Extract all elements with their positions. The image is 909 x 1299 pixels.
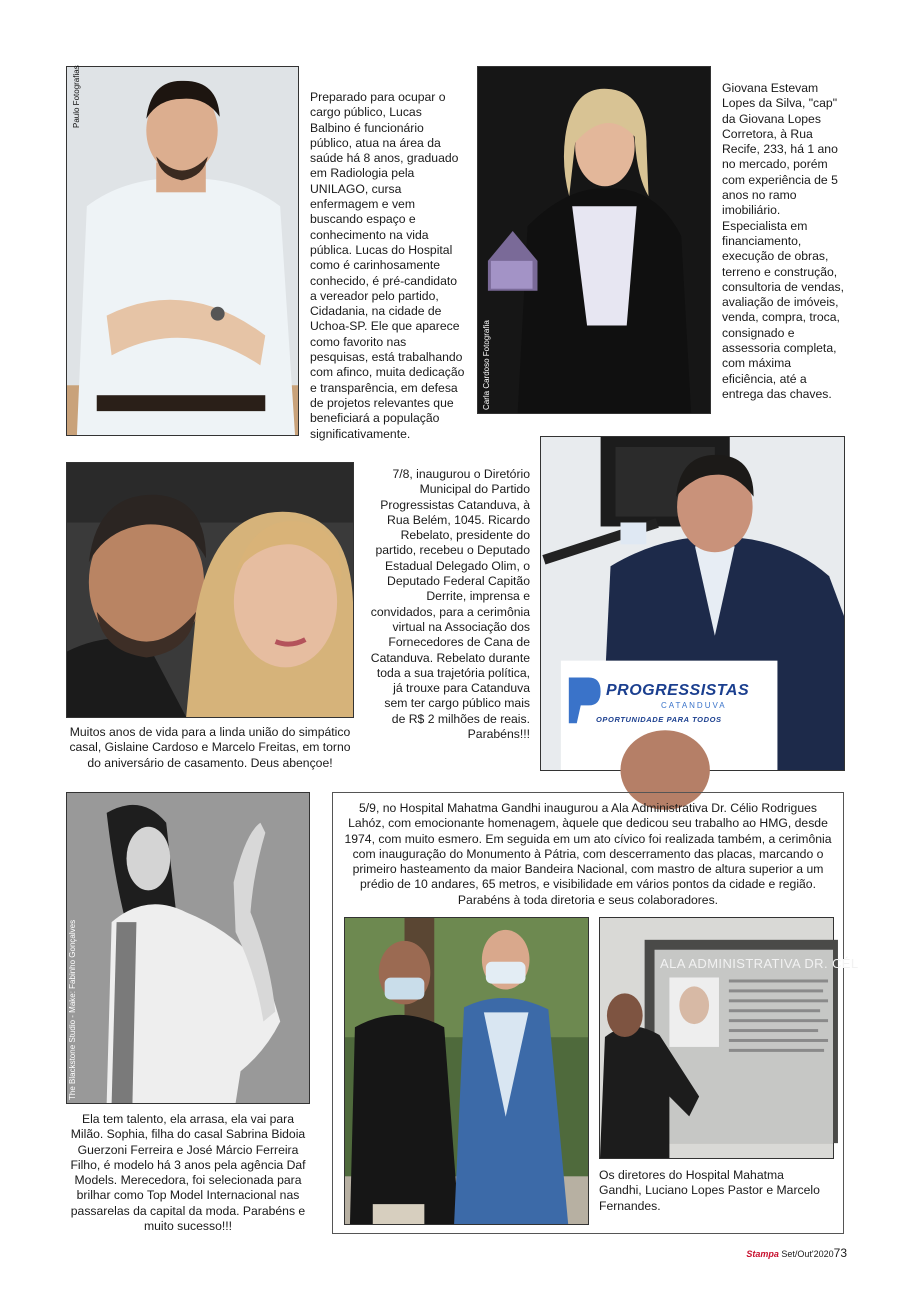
plaque-title: ALA ADMINISTRATIVA DR. CÉL — [660, 956, 859, 971]
giovana-text: Giovana Estevam Lopes da Silva, "cap" da Giovana Lopes Corretora, à Rua Recife, 233, há 1 ano no mercado, porém com experiência de 5 anos no ramo imobiliário. Especialista em financiamento, execução de obras, terreno e construção, consultoria de vendas, avaliação de imóveis, venda, compra, troca, consignado e assessoria completa, com máxima eficiência, até a entrega das chaves. — [722, 81, 844, 401]
progressistas-banner-title: PROGRESSISTAS — [606, 682, 750, 699]
magazine-brand: Stampa — [746, 1249, 779, 1259]
hospital-box — [332, 792, 859, 1234]
page-footer — [746, 1246, 847, 1260]
hospital-directors-photo — [344, 917, 589, 1225]
lucas-text: Preparado para ocupar o cargo público, Lucas Balbino é funcionário público, atua na área da saúde há 8 anos, graduado em Radiologia pela UNILAGO, cursa enfermagem e vem buscando espaço e conhecimento na vida pública. Lucas do Hospital como é carinhosamente conhecido, é pré-candidato a vereador pelo partido, Cidadania, na cidade de Uchoa-SP. Ele que aparece como favorito nas pesquisas, está trabalhando com afinco, muita dedicação e transparência, em defesa de projetos relevantes que beneficiará a população significativamente. — [310, 90, 465, 441]
couple-caption: Muitos anos de vida para a linda união do simpático casal, Gislaine Cardoso e Marcelo Freitas, em torno do aniversário de casamento. Deus abençoe! — [69, 725, 351, 770]
hospital-plaque-photo — [599, 917, 859, 1159]
couple-photo — [66, 462, 354, 718]
progressistas-banner-slogan: OPORTUNIDADE PARA TODOS — [596, 715, 722, 724]
photo-credit: Paulo Fotografias — [72, 65, 81, 128]
photo-credit: The Blackstone Studio - Make: Fabinho Gonçalves — [68, 919, 77, 1100]
model-caption: Ela tem talento, ela arrasa, ela vai para Milão. Sophia, filha do casal Sabrina Bidoia Guerzoni Ferreira e José Márcio Ferreira Filho, é modelo há 3 anos pela agência Daf Models. Merecedora, foi selecionada para brilhar como Top Model Internacional nas passarelas da capital da moda. Parabéns e muito sucesso!!! — [70, 1112, 306, 1234]
giovana-photo — [477, 66, 711, 414]
progressistas-photo — [540, 436, 845, 771]
progressistas-banner-city: CATANDUVA — [661, 701, 727, 710]
photo-credit: Carla Cardoso Fotografia — [482, 320, 491, 410]
model-photo — [66, 792, 310, 1104]
page-number: 73 — [833, 1246, 847, 1260]
hospital-text: 5/9, no Hospital Mahatma Gandhi inaugurou a Ala Administrativa Dr. Célio Rodrigues Lahóz, com emocionante homenagem, àquele que dedicou seu trabalho ao HMG, desde 1974, com muito esmero. Em seguida em um ato cívico foi realizada também, a cerimônia com inauguração do Monumento à Pátria, com descerramento das placas, marcando o primeiro hasteamento da maior Bandeira Nacional, com mastro de altura superior a um prédio de 10 andares, 65 metros, e visibilidade em vários pontos da cidade e região. Parabéns à toda diretoria e seus colaboradores. — [344, 801, 832, 907]
lucas-photo — [66, 66, 299, 436]
issue-date: Set/Out'2020 — [781, 1249, 834, 1259]
progressistas-text: 7/8, inaugurou o Diretório Municipal do Partido Progressistas Catanduva, à Rua Belém, 1045. Ricardo Rebelato, presidente do partido, recebeu o Deputado Estadual Delegado Olim, o Deputado Federal Capitão Derrite, imprensa e convidados, para a cerimônia virtual na Associação dos Fornecedores de Cana de Catanduva. Rebelato durante toda a sua trajetória política, já trouxe para Catanduva sem ter cargo público mais de R$ 2 milhões de reais. Parabéns!!! — [370, 467, 530, 742]
hospital-caption: Os diretores do Hospital Mahatma Gandhi, Luciano Lopes Pastor e Marcelo Fernandes. — [599, 1168, 820, 1213]
